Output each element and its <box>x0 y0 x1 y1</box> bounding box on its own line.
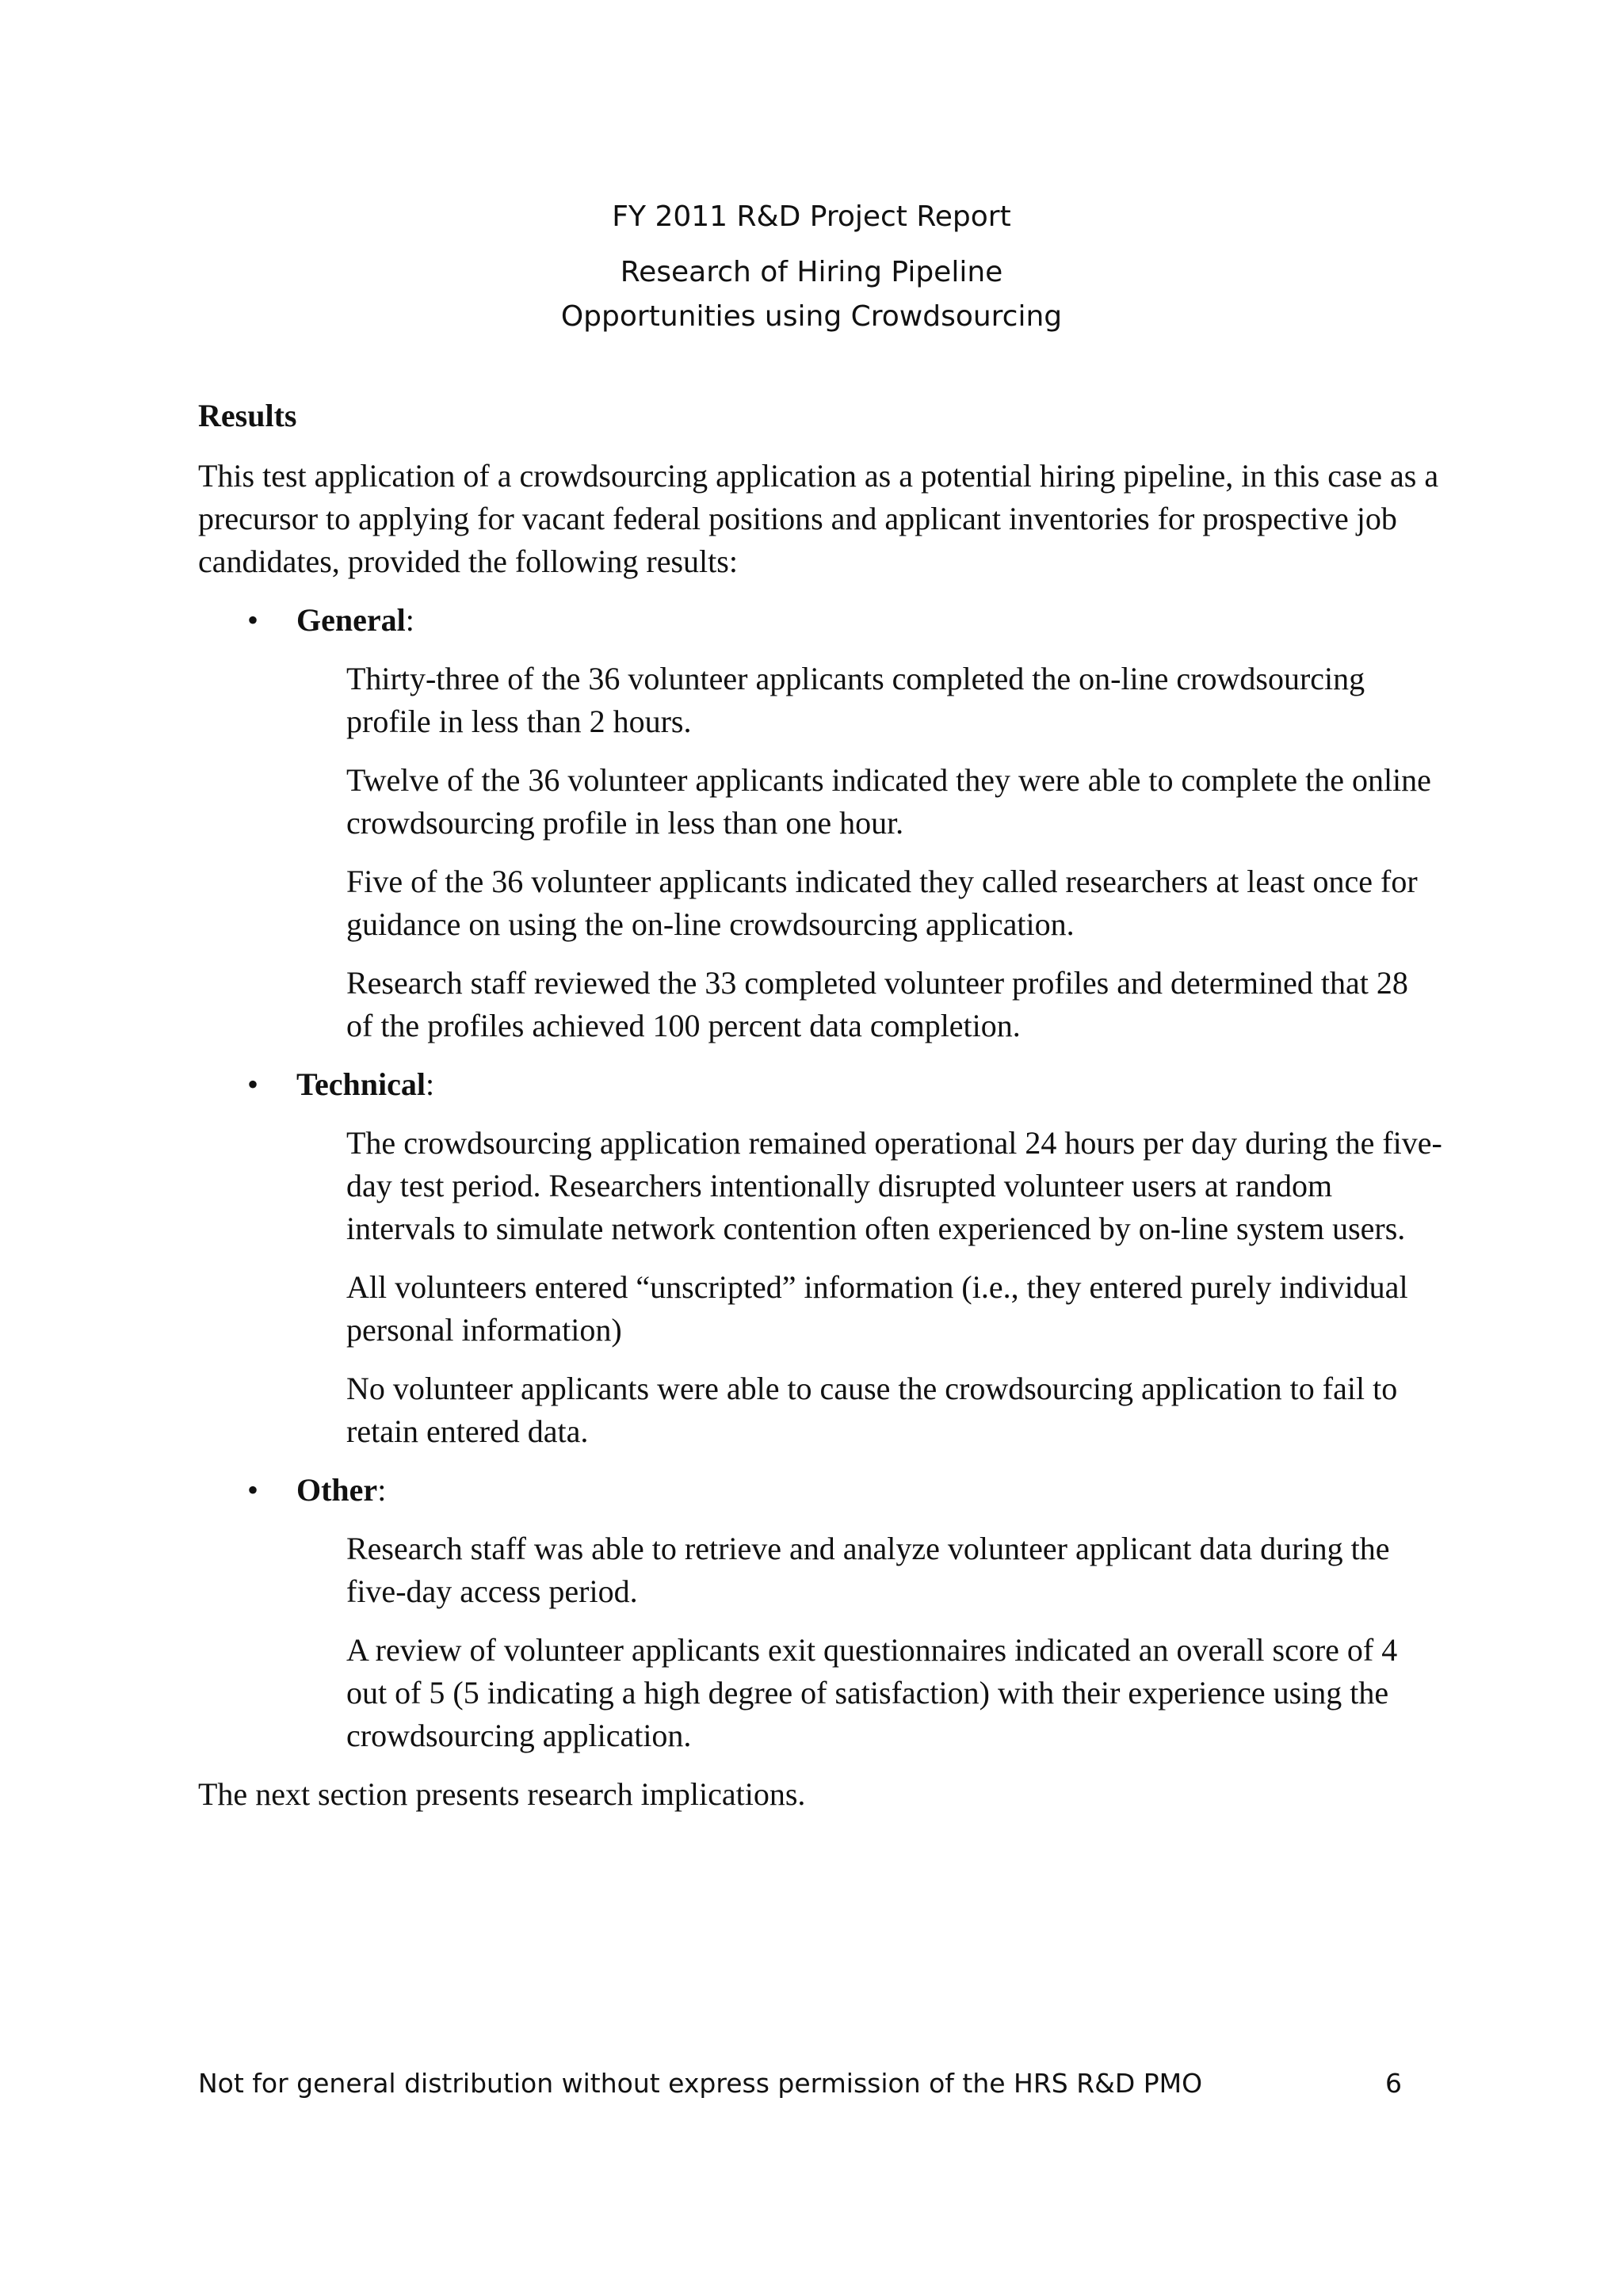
technical-item-1: The crowdsourcing application remained operational 24 hours per day during the five-day test period. Researchers intentionally disrupted volunteer users at random intervals to simulate network contention often experienced by on-line system users. <box>346 1125 1442 1246</box>
bullet-dot: • <box>247 1066 259 1102</box>
general-item-3: Five of the 36 volunteer applicants indicated they called researchers at least once for guidance on using the on-line crowdsourcing application. <box>346 864 1418 942</box>
bullet-title-general: General <box>296 602 406 638</box>
bullet-title-other: Other <box>296 1472 378 1508</box>
other-item-2: A review of volunteer applicants exit questionnaires indicated an overall score of 4 out of 5 (5 indicating a high degree of satisfaction) with their experience using the crowdsourcing application. <box>346 1632 1398 1753</box>
results-section <box>198 395 1442 1816</box>
project-title-line-1: Research of Hiring Pipeline <box>620 256 1003 288</box>
results-intro: This test application of a crowdsourcing application as a potential hiring pipeline, in this case as a precursor to applying for vacant federal positions and applicant inventories for prospective job candidates, provided the following results: <box>198 458 1439 579</box>
technical-item-2: All volunteers entered “unscripted” information (i.e., they entered purely individual personal information) <box>346 1269 1408 1348</box>
general-item-2: Twelve of the 36 volunteer applicants indicated they were able to complete the online crowdsourcing profile in less than one hour. <box>346 762 1431 841</box>
page-number: 6 <box>1385 2068 1402 2099</box>
results-heading: Results <box>198 398 297 433</box>
closing-sentence: The next section presents research implications. <box>198 1776 806 1812</box>
general-item-1: Thirty-three of the 36 volunteer applicants completed the on-line crowdsourcing profile in less than 2 hours. <box>346 661 1365 739</box>
bullet-colon: : <box>405 602 414 638</box>
footer-notice: Not for general distribution without express permission of the HRS R&D PMO <box>198 2068 1203 2099</box>
other-item-1: Research staff was able to retrieve and analyze volunteer applicant data during the five-day access period. <box>346 1531 1390 1609</box>
bullet-technical <box>198 1063 1442 1106</box>
bullet-other <box>198 1469 1442 1512</box>
project-title-line-2: Opportunities using Crowdsourcing <box>560 300 1063 333</box>
general-item-4: Research staff reviewed the 33 completed volunteer profiles and determined that 28 of the profiles achieved 100 percent data completion. <box>346 965 1408 1043</box>
project-title <box>0 258 1623 331</box>
bullet-dot: • <box>247 602 259 638</box>
technical-item-3: No volunteer applicants were able to cause the crowdsourcing application to fail to retain entered data. <box>346 1371 1398 1449</box>
bullet-general <box>198 599 1442 642</box>
bullet-dot: • <box>247 1472 259 1508</box>
bullet-colon: : <box>426 1066 435 1102</box>
bullet-colon: : <box>377 1472 387 1508</box>
report-title: FY 2011 R&D Project Report <box>612 200 1011 233</box>
bullet-title-technical: Technical <box>296 1066 426 1102</box>
